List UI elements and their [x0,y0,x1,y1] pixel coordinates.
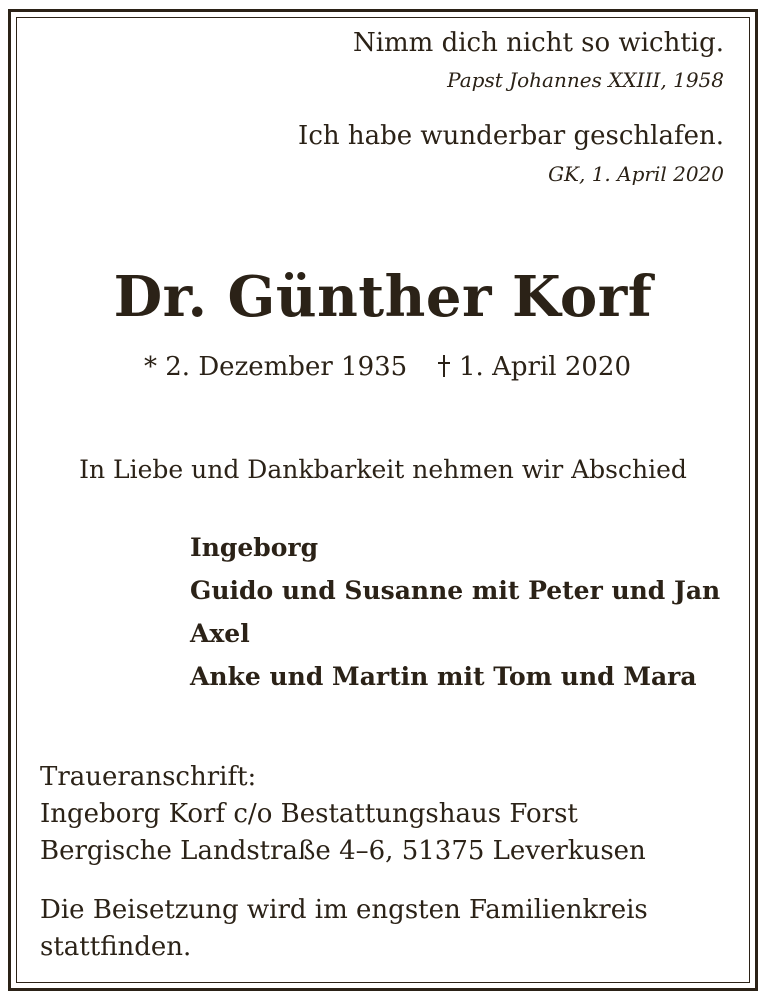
family-member: Anke und Martin mit Tom und Mara [190,662,697,691]
family-member: Axel [190,619,250,648]
cross-icon [437,355,451,377]
death-date-group [437,352,631,382]
address-line-2: Bergische Landstraße 4–6, 51375 Leverkusen [40,836,646,866]
funeral-notice-line-1: Die Beisetzung wird im engsten Familienkreis [40,895,648,925]
quote-1-citation: Papst Johannes XXIII, 1958 [447,68,724,92]
deceased-name: Dr. Günther Korf [113,264,653,330]
farewell-text: In Liebe und Dankbarkeit nehmen wir Abschied [79,455,687,484]
address-label: Traueranschrift: [40,762,257,792]
quote-2-citation: GK, 1. April 2020 [548,162,724,186]
death-date: 1. April 2020 [459,352,631,382]
quote-1-text: Nimm dich nicht so wichtig. [352,28,724,58]
address-line-1: Ingeborg Korf c/o Bestattungshaus Forst [40,799,578,829]
funeral-notice-line-2: stattfinden. [40,932,192,962]
birth-date: * 2. Dezember 1935 [144,352,408,382]
family-member: Guido und Susanne mit Peter und Jan [190,576,721,605]
quote-2-text: Ich habe wunderbar geschlafen. [298,121,724,151]
family-member: Ingeborg [190,533,319,562]
